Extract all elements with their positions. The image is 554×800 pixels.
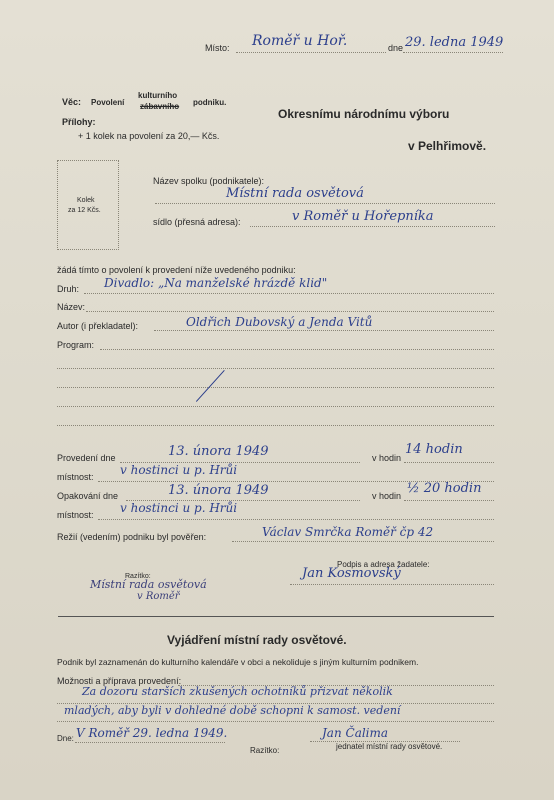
event-type-value: Divadlo: „Na manželské hrázdě klid" <box>104 276 328 290</box>
council-heading: Vyjádření místní rady osvětové. <box>167 633 347 647</box>
repeat-date-label: Opakování dne <box>57 491 119 501</box>
applicant-seat-value: v Roměř u Hořepníka <box>292 209 434 224</box>
repeat-venue-label: místnost: <box>57 510 94 520</box>
program-line-1 <box>100 349 494 350</box>
applicant-seat-line <box>250 226 495 227</box>
event-title-label: Název: <box>57 302 86 312</box>
attachments-item: + 1 kolek na povolení za 20,— Kčs. <box>78 131 220 141</box>
director-label: Režií (vedením) podniku byl pověřen: <box>57 532 207 542</box>
event-author-line <box>154 330 494 331</box>
applicant-name-line <box>155 203 495 204</box>
event-program-label: Program: <box>57 340 95 350</box>
council-prep-line2: mladých, aby byli v dohledné době schopni k samost. vedení <box>64 704 401 717</box>
recipient-line2: v Pelhřimově. <box>408 139 487 153</box>
council-stamp-label: Razítko: <box>250 746 280 755</box>
recipient-line1: Okresnímu národnímu výboru <box>278 107 450 121</box>
applicant-seat-label: sídlo (přesná adresa): <box>153 217 241 227</box>
repeat-venue-value: v hostinci u p. Hrůi <box>120 501 238 515</box>
date-line <box>403 52 503 53</box>
subject-option-cultural: kulturního <box>138 91 178 100</box>
event-type-label: Druh: <box>57 284 80 294</box>
subject-option-entertainment: zábavního <box>140 102 180 111</box>
applicant-name-value: Místní rada osvětová <box>226 186 364 201</box>
program-line-3 <box>57 387 494 388</box>
council-signature: Jan Čalima <box>322 726 389 740</box>
stamp-value-line1: Místní rada osvětová <box>90 578 207 591</box>
council-signer-label: jednatel místní rady osvětové. <box>336 742 443 751</box>
prep-line-3 <box>57 721 494 722</box>
director-line <box>232 541 494 542</box>
stamp-box-line2: za 12 Kčs. <box>68 207 101 214</box>
request-text: žádá tímto o povolení k provedení níže uvedeného podniku: <box>57 265 296 275</box>
place-value: Roměř u Hoř. <box>252 33 348 49</box>
applicant-name-label: Název spolku (podnikatele): <box>153 176 265 186</box>
program-line-5 <box>57 425 494 426</box>
subject-prefix: Povolení <box>91 98 125 107</box>
stamp-box-line1: Kolek <box>77 197 95 204</box>
event-author-label: Autor (i překladatel): <box>57 321 139 331</box>
repeat-venue-line <box>98 519 494 520</box>
program-line-4 <box>57 406 494 407</box>
stamp-value-line2: v Roměř <box>137 591 180 602</box>
council-date-label: Dne: <box>57 734 74 743</box>
attachments-label: Přílohy: <box>62 117 96 127</box>
performance-hour-line <box>404 462 494 463</box>
performance-date-label: Provedení dne <box>57 453 116 463</box>
repeat-date-value: 13. února 1949 <box>168 483 269 498</box>
date-label: dne <box>388 43 404 53</box>
council-prep-line1: Za dozoru starších zkušených ochotníků přizvat několik <box>82 685 393 698</box>
repeat-hour-value: ½ 20 hodin <box>407 481 482 496</box>
council-date-value: V Roměř 29. ledna 1949. <box>76 726 228 740</box>
director-value: Václav Smrčka Roměř čp 42 <box>262 525 434 539</box>
date-value: 29. ledna 1949 <box>405 35 504 50</box>
strike-through-mark <box>196 370 225 402</box>
performance-venue-value: v hostinci u p. Hrůi <box>120 463 238 477</box>
place-line <box>236 52 386 53</box>
council-date-line <box>75 742 225 743</box>
program-line-2 <box>57 368 494 369</box>
subject-label: Věc: <box>62 97 82 107</box>
performance-venue-label: místnost: <box>57 472 94 482</box>
performance-date-value: 13. února 1949 <box>168 444 269 459</box>
applicant-signature-label: Podpis a adresa žadatele: <box>337 560 430 569</box>
event-author-value: Oldřich Dubovský a Jenda Vitů <box>186 315 373 329</box>
applicant-signature-line <box>290 584 494 585</box>
applicant-signature: Jan Kosmovský <box>302 566 401 581</box>
repeat-hour-label: v hodin <box>372 491 402 501</box>
council-prep-label: Možnosti a příprava provedení: <box>57 676 182 686</box>
event-title-line <box>86 311 494 312</box>
performance-hour-label: v hodin <box>372 453 402 463</box>
subject-suffix: podniku. <box>193 98 227 107</box>
section-divider <box>58 616 494 617</box>
council-statement: Podnik byl zaznamenán do kulturního kalendáře v obci a nekoliduje s jiným kulturním podnikem. <box>57 657 419 667</box>
performance-hour-value: 14 hodin <box>405 442 463 457</box>
place-label: Místo: <box>205 43 230 53</box>
repeat-hour-line <box>404 500 494 501</box>
stamp-label: Razítko: <box>125 573 151 580</box>
event-type-line <box>84 293 494 294</box>
